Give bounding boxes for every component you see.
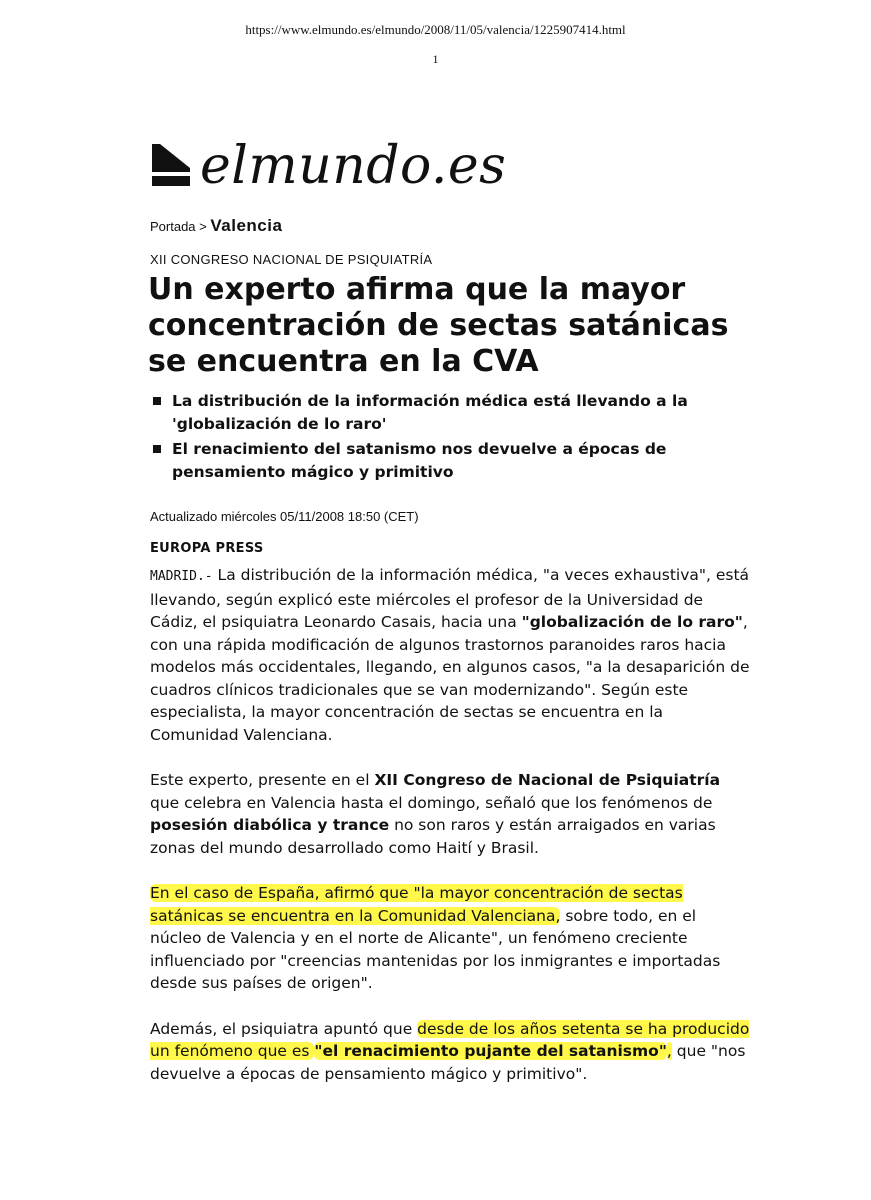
bold-run: "globalización de lo raro" — [521, 613, 743, 631]
highlighted-run: desde de los años setenta se ha producido un fenómeno que es — [150, 1019, 750, 1060]
subtitle-item: La distribución de la información médica está llevando a la 'globalización de lo raro' — [150, 390, 710, 436]
article-subtitles — [150, 390, 710, 486]
breadcrumb-separator: > — [199, 219, 207, 234]
paragraph-2 — [150, 769, 750, 859]
dateline: MADRID.- — [150, 569, 213, 584]
text-run: que "nos devuelve a épocas de pensamiento mágico y primitivo". — [150, 1042, 746, 1083]
highlighted-run: , — [666, 1042, 672, 1060]
bold-run: posesión diabólica y trance — [150, 816, 390, 834]
news-agency: EUROPA PRESS — [150, 541, 264, 556]
article-title: Un experto afirma que la mayor concentración de sectas satánicas se encuentra en la CVA — [148, 272, 729, 379]
page-number: 1 — [432, 52, 439, 66]
text-run: que celebra en Valencia hasta el domingo, señaló que los fenómenos de — [150, 793, 713, 812]
highlighted-bold-run: "el renacimiento pujante del satanismo" — [314, 1042, 667, 1060]
subtitle-item: El renacimiento del satanismo nos devuelve a épocas de pensamiento mágico y primitivo — [150, 438, 710, 484]
text-run: La distribución de la información médica, "a veces exhaustiva", está llevando, según explicó este miércoles el profesor de la Universidad de Cádiz, el psiquiatra Leonardo Casais, hacia una — [150, 566, 750, 631]
text-run: Este experto, presente en el — [150, 771, 375, 789]
text-run: sobre todo, en el núcleo de Valencia y en el norte de Alicante", un fenómeno creciente influenciado por "creencias mantenidas por los inmigrantes e importadas desde sus países de origen". — [150, 906, 721, 992]
paragraph-1 — [150, 564, 750, 746]
highlighted-run: En el caso de España, afirmó que "la mayor concentración de sectas satánicas se encuentra en la Comunidad Valenciana, — [150, 884, 683, 925]
bold-run: XII Congreso de Nacional de Psiquiatría — [374, 771, 721, 789]
print-url: https://www.elmundo.es/elmundo/2008/11/05/valencia/1225907414.html — [245, 22, 626, 37]
text-run: , con una rápida modificación de algunos trastornos paranoides raros hacia modelos más occidentales, llegando, en algunos casos, "a la desaparición de cuadros clínicos tradicionales que se van modernizando". Según este especialista, la mayor concentración de sectas se encuentra en la Comunidad Valenciana. — [150, 613, 750, 744]
breadcrumb-home[interactable]: Portada — [150, 219, 196, 234]
text-run: Además, el psiquiatra apuntó que — [150, 1019, 418, 1038]
article-body — [150, 564, 750, 1108]
breadcrumb-section[interactable]: Valencia — [210, 216, 283, 235]
logo-mark-icon — [150, 142, 192, 188]
logo-text: elmundo.es — [200, 136, 507, 196]
article-kicker: XII CONGRESO NACIONAL DE PSIQUIATRÍA — [150, 252, 433, 267]
site-logo[interactable] — [150, 136, 507, 196]
paragraph-3 — [150, 882, 750, 995]
paragraph-4 — [150, 1018, 750, 1086]
breadcrumb — [150, 216, 282, 236]
text-run: no son raros y están arraigados en varias zonas del mundo desarrollado como Haití y Brasil. — [150, 816, 716, 857]
updated-timestamp: Actualizado miércoles 05/11/2008 18:50 (CET) — [150, 509, 419, 524]
